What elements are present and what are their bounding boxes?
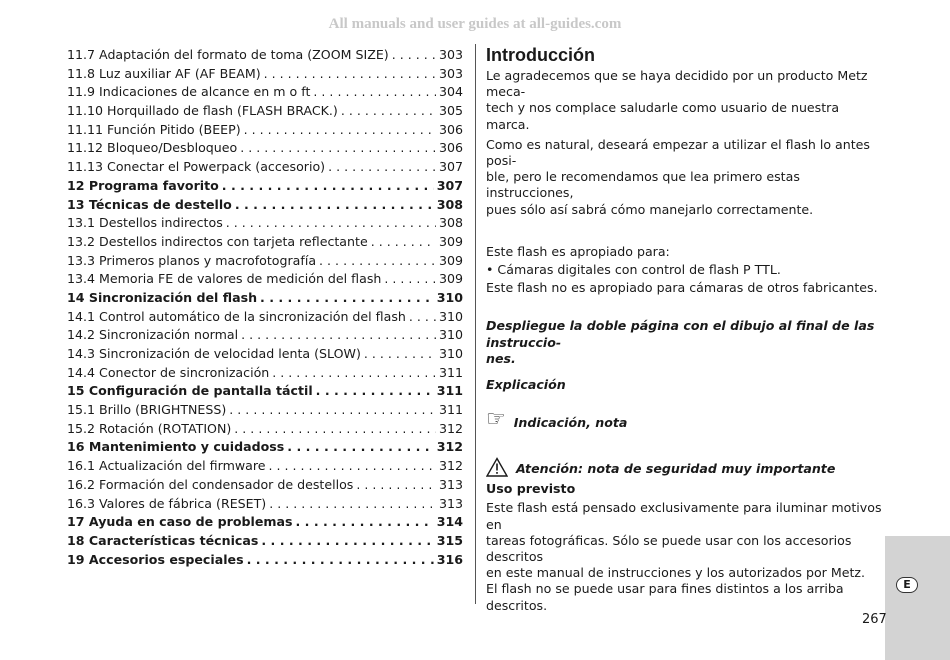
toc-entry-title: 15.2 Rotación (ROTATION) <box>67 420 232 436</box>
intended-use-text: El flash no se puede usar para fines distintos a los arriba descritos. <box>486 581 844 613</box>
toc-entry <box>67 65 463 84</box>
toc-entry <box>67 252 463 271</box>
toc-entry <box>67 532 463 551</box>
toc-entry <box>67 196 463 215</box>
suitability-intro: Este flash es apropiado para: <box>486 243 670 259</box>
toc-leader-dots <box>313 83 436 102</box>
toc-entry-page: 315 <box>436 532 463 548</box>
toc-entry-title: 14.3 Sincronización de velocidad lenta (SLOW) <box>67 346 361 361</box>
toc-entry <box>67 345 463 364</box>
toc-entry-title: 16 Mantenimiento y cuidadoss <box>67 439 285 455</box>
toc-entry <box>67 495 463 514</box>
toc-entry <box>67 326 463 345</box>
toc-entry <box>67 401 463 420</box>
toc-entry-title: 11.12 Bloqueo/Desbloqueo <box>67 140 238 156</box>
toc-entry-page: 303 <box>438 47 463 62</box>
toc-entry-page: 316 <box>436 551 463 567</box>
toc-entry-title: 15.1 Brillo (BRIGHTNESS) <box>67 402 227 418</box>
toc-entry-title: 14.4 Conector de sincronización <box>67 364 270 380</box>
toc-entry <box>67 551 463 570</box>
toc-entry <box>67 46 463 65</box>
toc-entry-title: 16.3 Valores de fábrica (RESET) <box>67 495 267 511</box>
toc-entry-title: 13 Técnicas de destello <box>67 196 232 212</box>
toc-leader-dots <box>261 532 433 551</box>
toc-entry-title: 13.3 Primeros planos y macrofotografía <box>67 252 317 268</box>
toc-entry-title: 14.2 Sincronización normal <box>67 327 239 343</box>
toc-entry-title: 11.7 Adaptación del formato de toma (ZOOM SIZE) <box>67 47 389 62</box>
toc-entry-page: 309 <box>438 233 463 249</box>
toc-leader-dots <box>316 382 434 401</box>
toc-entry <box>67 438 463 457</box>
toc-entry-page: 306 <box>438 121 463 137</box>
toc-leader-dots <box>409 308 436 327</box>
toc-entry <box>67 364 463 383</box>
toc-entry-title: 18 Características técnicas <box>67 532 259 548</box>
introduction-section <box>486 44 886 614</box>
toc-entry <box>67 83 463 102</box>
toc-entry-page: 307 <box>438 159 463 175</box>
watermark: All manuals and user guides at all-guides.com <box>328 16 622 32</box>
warning-triangle-icon <box>486 457 508 477</box>
toc-entry <box>67 214 463 233</box>
page-number: 267 <box>862 612 887 627</box>
note-legend <box>486 409 886 431</box>
toc-entry <box>67 420 463 439</box>
toc-leader-dots <box>272 364 436 383</box>
toc-entry-page: 304 <box>438 84 463 100</box>
toc-entry-page: 311 <box>438 402 463 418</box>
toc-entry-title: 16.1 Actualización del firmware <box>67 458 266 474</box>
toc-entry-title: 17 Ayuda en caso de problemas <box>67 514 293 530</box>
toc-entry-title: 13.1 Destellos indirectos <box>67 215 223 231</box>
intro-text: Como es natural, deseará empezar a utilizar el flash lo antes posi- <box>486 136 870 169</box>
section-heading: Introducción <box>486 45 595 65</box>
toc-leader-dots <box>247 551 434 570</box>
intro-text: pues sólo así sabrá cómo manejarlo correctamente. <box>486 201 814 217</box>
toc-leader-dots <box>269 457 436 476</box>
toc-entry-page: 310 <box>438 308 463 324</box>
toc-entry-page: 314 <box>436 514 463 530</box>
toc-leader-dots <box>328 158 436 177</box>
toc-entry <box>67 270 463 289</box>
toc-entry-page: 313 <box>438 476 463 492</box>
toc-entry-title: 14.1 Control automático de la sincronización del flash <box>67 308 406 324</box>
toc-entry-page: 309 <box>438 271 463 287</box>
toc-leader-dots <box>392 46 436 65</box>
toc-entry-page: 312 <box>438 420 463 436</box>
toc-entry <box>67 121 463 140</box>
toc-leader-dots <box>287 438 433 457</box>
toc-entry-title: 12 Programa favorito <box>67 177 219 193</box>
toc-entry-title: 14 Sincronización del flash <box>67 289 258 305</box>
toc-entry-page: 311 <box>438 364 463 380</box>
warning-legend <box>486 457 886 477</box>
toc-leader-dots <box>356 476 436 495</box>
toc-entry <box>67 513 463 532</box>
warning-label: Atención: nota de seguridad muy importante <box>516 461 836 477</box>
toc-entry-title: 11.10 Horquillado de flash (FLASH BRACK.) <box>67 103 338 119</box>
toc-entry-page: 312 <box>438 458 463 474</box>
toc-leader-dots <box>341 102 436 121</box>
toc-entry-title: 11.13 Conectar el Powerpack (accesorio) <box>67 159 326 175</box>
intended-use-heading: Uso previsto <box>486 481 576 497</box>
language-tab <box>885 536 950 660</box>
toc-entry <box>67 382 463 401</box>
toc-entry <box>67 139 463 158</box>
note-label: Indicación, nota <box>513 415 628 431</box>
intended-use-text: en este manual de instrucciones y los autorizados por Metz. <box>486 565 866 581</box>
toc-entry-page: 310 <box>438 346 463 361</box>
toc-leader-dots <box>244 121 436 140</box>
toc-entry-title: 13.4 Memoria FE de valores de medición del flash <box>67 271 382 287</box>
toc-entry-title: 11.11 Función Pitido (BEEP) <box>67 121 241 137</box>
toc-entry-title: 11.8 Luz auxiliar AF (AF BEAM) <box>67 65 261 81</box>
toc-leader-dots <box>371 233 436 252</box>
toc-entry-page: 306 <box>438 140 463 156</box>
fold-out-note: Despliegue la doble página con el dibujo al final de las instruccio- <box>486 318 875 350</box>
toc-leader-dots <box>260 289 434 308</box>
pointing-hand-icon: ☞ <box>486 407 506 433</box>
toc-entry-page: 313 <box>438 495 463 511</box>
toc-entry <box>67 289 463 308</box>
toc-entry-title: 15 Configuración de pantalla táctil <box>67 383 313 399</box>
column-divider <box>475 44 476 604</box>
toc-leader-dots <box>384 270 436 289</box>
toc-entry-page: 307 <box>436 177 463 193</box>
toc-entry <box>67 233 463 252</box>
intended-use-text: tareas fotográficas. Sólo se puede usar con los accesorios descritos <box>486 532 852 565</box>
toc-entry <box>67 177 463 196</box>
toc-entry-title: 19 Accesorios especiales <box>67 551 244 567</box>
language-badge: E <box>896 577 918 593</box>
not-suitable-text: Este flash no es apropiado para cámaras de otros fabricantes. <box>486 280 878 296</box>
toc-leader-dots <box>222 177 434 196</box>
intended-use-text: Este flash está pensado exclusivamente para iluminar motivos en <box>486 500 882 532</box>
toc-entry-page: 310 <box>438 327 463 343</box>
toc-entry-page: 308 <box>438 215 463 231</box>
intro-text: Le agradecemos que se haya decidido por un producto Metz meca- <box>486 68 868 100</box>
toc-entry <box>67 158 463 177</box>
table-of-contents <box>67 46 463 569</box>
toc-leader-dots <box>235 196 434 215</box>
toc-entry-page: 311 <box>436 383 463 399</box>
toc-entry-title: 13.2 Destellos indirectos con tarjeta reflectante <box>67 233 368 249</box>
toc-entry-page: 305 <box>438 103 463 119</box>
toc-entry-page: 309 <box>438 252 463 268</box>
toc-leader-dots <box>269 495 436 514</box>
intro-text: tech y nos complace saludarle como usuario de nuestra marca. <box>486 100 840 132</box>
toc-entry <box>67 476 463 495</box>
toc-leader-dots <box>319 252 436 271</box>
toc-leader-dots <box>229 401 436 420</box>
fold-out-note: nes. <box>486 350 516 366</box>
toc-entry <box>67 308 463 327</box>
toc-leader-dots <box>226 214 436 233</box>
toc-entry-page: 303 <box>438 65 463 81</box>
toc-entry-title: 16.2 Formación del condensador de destellos <box>67 476 354 492</box>
toc-leader-dots <box>364 345 436 364</box>
toc-leader-dots <box>234 420 436 439</box>
toc-entry <box>67 102 463 121</box>
toc-leader-dots <box>295 513 433 532</box>
toc-entry-page: 312 <box>436 439 463 455</box>
toc-entry-page: 308 <box>436 196 463 212</box>
suitability-item: • Cámaras digitales con control de flash P TTL. <box>486 262 781 278</box>
toc-entry <box>67 457 463 476</box>
toc-entry-title: 11.9 Indicaciones de alcance en m o ft <box>67 84 311 100</box>
explanation-label: Explicación <box>486 377 566 393</box>
intro-text: ble, pero le recomendamos que lea primero estas instrucciones, <box>486 169 800 201</box>
toc-leader-dots <box>240 139 436 158</box>
toc-entry-page: 310 <box>436 289 463 305</box>
toc-leader-dots <box>241 326 436 345</box>
toc-leader-dots <box>264 65 436 84</box>
